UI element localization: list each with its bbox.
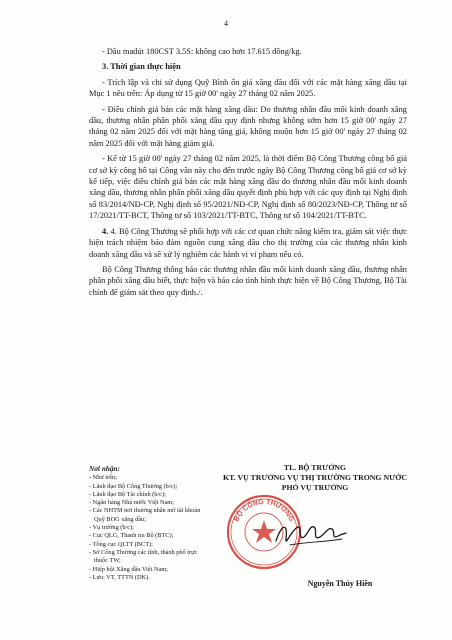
recipients-block <box>89 465 207 582</box>
document-body <box>89 46 407 298</box>
recipient-item: - Lưu: VT, TTTN (DK). <box>89 573 150 581</box>
signature-authority: TL. BỘ TRƯỞNG <box>283 463 347 472</box>
paragraph-fund: - Trích lập và chi sử dụng Quỹ Bình ổn giá xăng dầu đối với các mặt hàng xăng dầu tại Mục 1 nêu trên: Áp dụng từ 15 giờ 00' ngày 27 tháng 02 năm 2025. <box>89 77 407 99</box>
paragraph-closing: Bộ Công Thương thông báo các thương nhân đầu mối kinh doanh xăng dầu, thương nhân phân phối xăng dầu biết, thực hiện và báo cáo tình hình thực hiện về Bộ Công Thương, Bộ Tài chính để giám sát theo quy định./. <box>89 264 407 297</box>
paragraph-supervision <box>89 226 407 260</box>
seal-text: BỘ CÔNG THƯƠNG <box>233 498 295 523</box>
recipient-item: - Tổng cục QLTT (BCT); <box>89 540 153 548</box>
signature-delegation: KT. VỤ TRƯỞNG VỤ THỊ TRƯỜNG TRONG NƯỚC <box>223 473 407 482</box>
section-heading-time: 3. Thời gian thực hiện <box>102 62 181 72</box>
section-number-4: 4. <box>102 226 109 236</box>
recipient-item: - Như trên; <box>89 474 117 482</box>
recipient-item: - Lãnh đạo Bộ Công Thương (b/c); <box>89 482 178 490</box>
signature-position: PHÓ VỤ TRƯỞNG <box>281 483 349 492</box>
signer-name: Nguyễn Thúy Hiền <box>307 579 373 588</box>
recipient-item: - Sở Công Thương các tỉnh, thành phố trực thuộc TW; <box>89 548 198 565</box>
paragraph-price-adjust: - Điều chỉnh giá bán các mặt hàng xăng dầu: Do thương nhân đầu mối kinh doanh xăng dầu, thương nhân phân phối xăng dầu quy định nhưng không sớm hơn 15 giờ 00' ngày 27 tháng 02 năm 2025 đối với mặt hàng tăng giá, không muộn hơn 15 giờ 00' ngày 27 tháng 02 năm 2025 đối với mặt hàng giảm giá. <box>89 104 407 148</box>
recipient-item: - Lãnh đạo Bộ Tài chính (b/c); <box>89 490 166 498</box>
recipient-item: - Hiệp hội Xăng dầu Việt Nam; <box>89 565 168 573</box>
recipients-title: Nơi nhận: <box>89 465 120 473</box>
recipient-item: - Ngân hàng Nhà nước Việt Nam; <box>89 499 174 507</box>
handwritten-signature-icon <box>270 515 350 553</box>
paragraph-fuel-oil: - Dầu madút 180CST 3.5S: không cao hơn 17.615 đồng/kg. <box>102 47 302 56</box>
page-number: 4 <box>224 19 228 28</box>
recipient-item: - Cục QLG, Thanh tra Bộ (BTC); <box>89 532 174 540</box>
signature-block <box>210 463 420 493</box>
recipient-item: - Các NHTM nơi thương nhân mở tài khoản Quỹ BOG xăng dầu; <box>89 507 201 523</box>
paragraph-base-price: - Kể từ 15 giờ 00' ngày 27 tháng 02 năm 2025, là thời điểm Bộ Công Thương công bố giá cơ sở kỳ công bố tại Công văn này cho đến trước ngày Bộ Công Thương công bố giá cơ sở kỳ kế tiếp, việc điều chỉnh giá bán các mặt hàng xăng dầu do thương nhân đầu mối kinh doanh xăng dầu, thương nhân phân phối xăng dầu quyết định phù hợp với các quy định tại Nghị định số 83/2014/NĐ-CP, Nghị định số 95/2021/NĐ-CP, Nghị định số 80/2023/NĐ-CP, Thông tư số 17/2021/TT-BCT, Thông tư số 103/2021/TT-BTC, Thông tư số 104/2021/TT-BTC. <box>89 154 407 221</box>
paragraph-supervision-text: 4. Bộ Công Thương sẽ phối hợp với các cơ quan chức năng kiểm tra, giám sát việc thực hiện trách nhiệm bảo đảm nguồn cung xăng dầu cho thị trường của các thương nhân kinh doanh xăng dầu và sẽ xử lý nghiêm các hành vi vi phạm nếu có. <box>89 226 408 259</box>
recipient-item: - Vụ trưởng (b/c); <box>89 524 134 532</box>
